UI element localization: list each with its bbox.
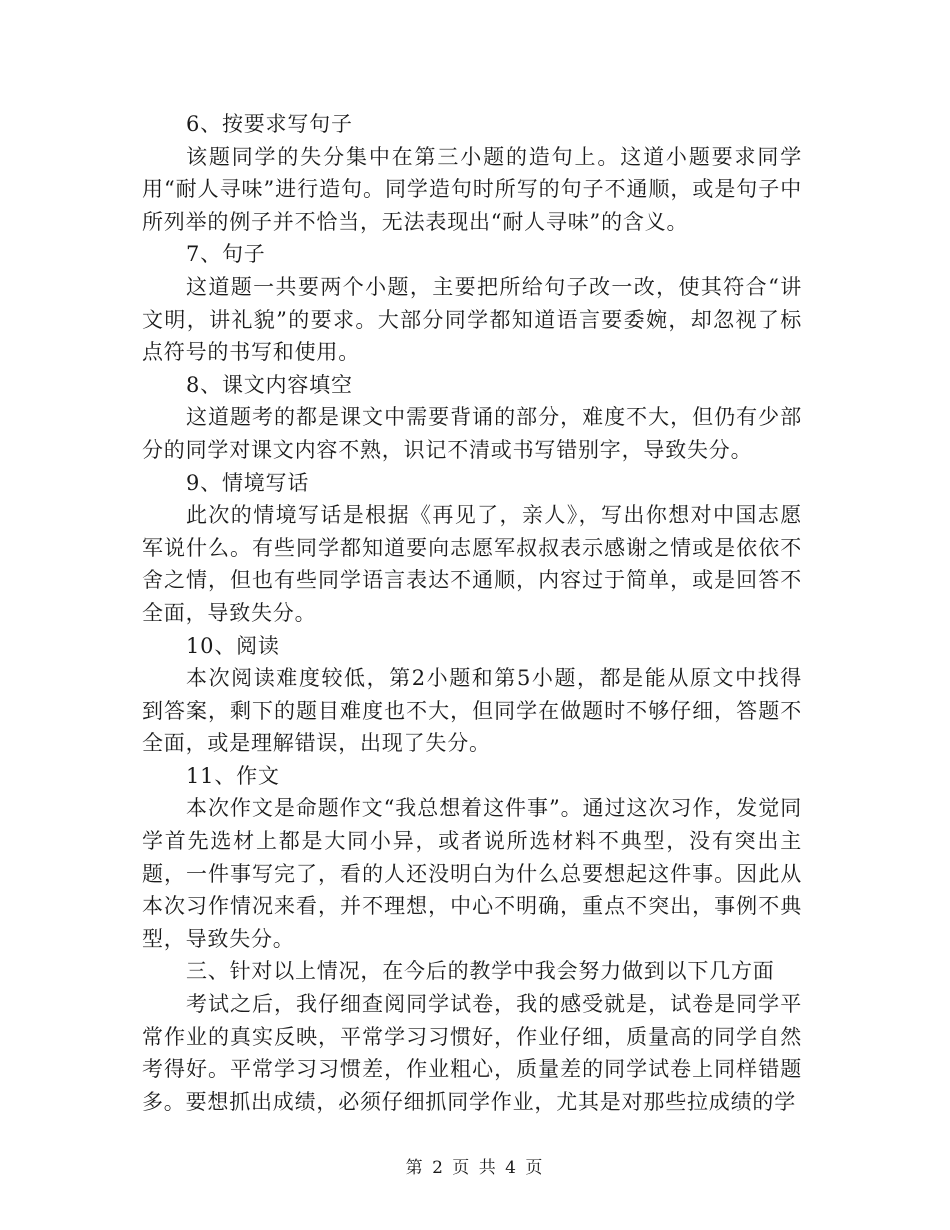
- section-heading-7: 7、句子: [186, 242, 266, 267]
- section-heading-8: 8、课文内容填空: [186, 372, 353, 397]
- section-paragraph-11: 本次作文是命题作文“我总想着这件事”。通过这次习作，发觉同学首先选材上都是大同小异，或者说所选材料不典型，没有突出主题，一件事写完了，看的人还没明白为什么总要想起这件事。因此从本次习作情况来看，并不理想，中心不明确，重点不突出，事例不典型，导致失分。: [142, 796, 802, 951]
- section-paragraph-8: 这道题考的都是课文中需要背诵的部分，难度不大，但仍有少部分的同学对课文内容不熟，识记不清或书写错别字，导致失分。: [142, 405, 802, 462]
- section-paragraph-9: 此次的情境写话是根据《再见了，亲人》，写出你想对中国志愿军说什么。有些同学都知道要向志愿军叔叔表示感谢之情或是依依不舍之情，但也有些同学语言表达不通顺，内容过于简单，或是回答不全面，导致失分。: [142, 503, 802, 625]
- section-paragraph-6: 该题同学的失分集中在第三小题的造句上。这道小题要求同学用“耐人寻味”进行造句。同学造句时所写的句子不通顺，或是句子中所列举的例子并不恰当，无法表现出“耐人寻味”的含义。: [142, 144, 802, 234]
- section-paragraph-3: 考试之后，我仔细查阅同学试卷，我的感受就是，试卷是同学平常作业的真实反映，平常学习习惯好，作业仔细，质量高的同学自然考得好。平常学习习惯差，作业粗心，质量差的同学试卷上同样错题多。要想抓出成绩，必须仔细抓同学作业，尤其是对那些拉成绩的学: [142, 992, 802, 1114]
- section-heading-10: 10、阅读: [186, 633, 280, 658]
- section-heading-9: 9、情境写话: [186, 470, 310, 495]
- page-number-footer: 第 2 页 共 4 页: [405, 1158, 545, 1178]
- section-heading-6: 6、按要求写句子: [186, 112, 353, 136]
- section-heading-3: 三、针对以上情况，在今后的教学中我会努力做到以下几方面: [186, 959, 775, 984]
- document-body: [142, 108, 802, 1118]
- section-paragraph-7: 这道题一共要两个小题，主要把所给句子改一改，使其符合“讲文明，讲礼貌”的要求。大部分同学都知道语言要委婉，却忽视了标点符号的书写和使用。: [142, 274, 802, 365]
- section-heading-11: 11、作文: [186, 763, 280, 788]
- section-paragraph-10: 本次阅读难度较低，第2小题和第5小题，都是能从原文中找得到答案，剩下的题目难度也不大，但同学在做题时不够仔细，答题不全面，或是理解错误，出现了失分。: [142, 666, 802, 756]
